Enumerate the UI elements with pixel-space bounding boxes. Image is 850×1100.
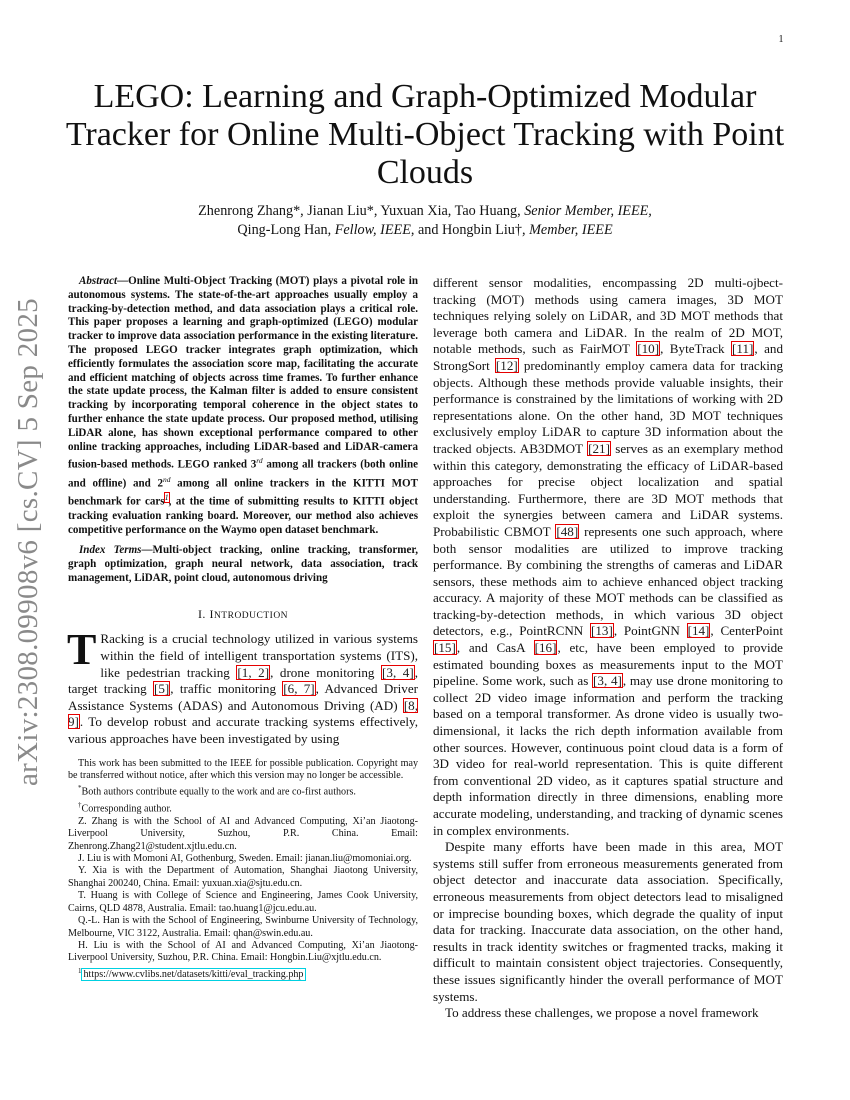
index-terms-label: Index Terms [79,544,142,557]
index-terms-text: —Multi-object tracking, online tracking, transformer, graph optimization, graph neural network, data association, track management, LiDAR, point cloud, autonomous driving [68,544,418,584]
body-text: serves as an exemplary method within this category, demonstrating the efficacy of LiDAR-based approaches for precise object localization and spatial understanding. Furthermore, there are 3D MOT methods that exploit the synergies between camera and LiDAR systems. Probabilistic CBMOT [433,440,784,539]
author-list [100,202,750,240]
authors-role-2a: Fellow, IEEE [334,222,411,238]
body-text: , CenterPoint [710,623,783,639]
footnote-affiliation-huang: T. Huang is with College of Science and Engineering, James Cook University, Cairns, QLD 4878, Australia. Email: tao.huang1@jcu.edu.au. [68,890,418,914]
footnote-affiliation-xia: Y. Xia is with the Department of Automation, Shanghai Jiaotong University, Shanghai 200240, China. Email: yuxuan.xia@sjtu.edu.cn. [68,865,418,889]
footnote-corresponding-text: Corresponding author. [81,803,172,815]
authors-role-2b: Member, IEEE [529,222,613,238]
abstract-text-1: —Online Multi-Object Tracking (MOT) plays a pivotal role in autonomous systems. The state-of-the-art approaches usually employ a tracking-by-detection method, and data association plays a critical role. This paper proposes a learning and graph-optimized (LEGO) modular tracker to improve data association performance in the existing literature. The proposed LEGO tracker integrates graph optimization, which efficiently formulates the association score map, facilitating the accurate and efficient matching of objects across time frames. To further enhance the state update process, the Kalman filter is added to ensure consistent tracking by incorporating temporal coherence in the object states to further enhance the state update process. Our proposed method, utilising LiDAR alone, has shown exceptional performance compared to other online tracking approaches, including LiDAR-based and LiDAR-camera fusion-based methods. LEGO ranked 3 [68,275,418,472]
citation-link[interactable]: [3, 4] [382,664,414,680]
authors-names-2b: , and Hongbin Liu†, [410,222,526,238]
footnote-equal-contribution [68,782,418,799]
intro-text: Racking is a crucial technology utilized in various systems within the field of intelligent transportation systems (ITS), like pedestrian tracking [100,631,418,680]
footnote-affiliation-zhang: Z. Zhang is with the School of AI and Advanced Computing, Xi’an Jiaotong-Liverpool University, Suzhou, P.R. China. Email: Zhenrong.Zhang21@student.xjtlu.edu.cn. [68,815,418,852]
body-text: , may use drone monitoring to collect 2D video image information and perform the tracking based on a temporal transformer. As drone video is usually two-dimensional, it lacks the rich depth information available from other sources. However, continuous point cloud data is a form of 3D video for real-world representation. This is quite different from conventional 2D video, as it captures spatial structure and depth information directly in three dimensions, enabling more accurate modeling, understanding, and tracking of dynamic scenes in complex environments. [433,673,783,838]
section-title-first: I [209,606,214,621]
citation-link[interactable]: [16] [534,640,557,656]
left-column [68,275,418,981]
index-terms [68,544,418,585]
footnote-link-1[interactable]: 1 [164,493,169,503]
abstract-text-4: , at the time of submitting results to KITTI object tracking evaluation ranking board. Moreover, our method also achieves competitive performance on the Waymo open dataset benchmark. [68,495,419,536]
intro-text: , traffic monitoring [170,681,283,697]
intro-paragraph [67,625,418,747]
intro-text: . To develop robust and accurate tracking systems effectively, various approaches have been investigated by using [68,714,418,746]
citation-link[interactable]: [8, 9] [68,697,418,730]
intro-text: , target tracking [68,664,418,697]
footnote-submission: This work has been submitted to the IEEE for possible publication. Copyright may be transferred without notice, after which this version may no longer be accessible. [68,757,418,781]
body-text: different sensor modalities, encompassing 2D multi-ojbect-tracking (MOT) methods using camera images, 3D MOT techniques relying solely on LiDAR, and 3D MOT methods that leverage both camera and LiDAR. In the realm of 2D MOT, notable methods, such as FairMOT [433,275,783,357]
body-text: , etc, have been employed to provide estimated bounding boxes as measurements input to the MOT pipeline. Some work, such as [433,640,783,689]
authors-names-1: Zhenrong Zhang*, Jianan Liu*, Yuxuan Xia, Tao Huang, [198,203,521,219]
citation-link[interactable]: [1, 2] [237,664,270,680]
citation-link[interactable]: [3, 4] [593,673,622,689]
section-title-rest: NTRODUCTION [213,610,289,621]
body-text: , and StrongSort [433,341,783,373]
abstract-sup-nd: nd [162,474,171,484]
intro-text: , drone monitoring [270,664,382,680]
drop-cap: T [67,625,97,675]
body-text: , and CasA [456,640,534,656]
abstract-sup-rd: rd [256,456,263,466]
page-number: 1 [778,34,784,45]
body-text: , PointGNN [613,623,687,639]
abstract-text-3: among all online trackers in the KITTI MOT benchmark for cars [68,477,418,508]
body-paragraph-2: Despite many efforts have been made in this area, MOT systems still suffer from erroneous measurements generated from object detector and inaccurate data association. Specifically, erroneous measurements from object detectors lead to misaligned or imprecise bounding boxes, which degrade the quality of input data for tracking. Inaccurate data association, on the other hand, results in track identity switches or fragmented tracks, making it difficult to maintain consistent object trajectories. Consequently, these issues significantly hinder the overall performance of MOT systems. [433,839,783,1004]
body-text: predominantly employ camera data for tracking objects. Although these methods provide valuable insights, their performance is constrained by the limitations of working with 2D representations alone. On the other hand, 3D MOT techniques exclusively employ LiDAR to capture 3D information about the tracked objects. AB3DMOT [433,357,784,456]
footnote-equal-text: Both authors contribute equally to the work and are co-first authors. [81,786,356,798]
section-heading-introduction [68,606,418,625]
body-paragraph-3: To address these challenges, we propose a novel framework [445,1005,759,1021]
arxiv-stamp: arXiv:2308.09908v6 [cs.CV] 5 Sep 2025 [12,298,44,786]
body-text: represents one such approach, where both sensor modalities are utilized to improve tracking performance. By combining the strengths of cameras and LiDAR sensors, these methods aim to achieve enhanced object tracking accuracy. A majority of these MOT methods can be classified as tracking-by-detection methods, in which various 3D object detectors, e.g., PointRCNN [433,523,783,639]
right-column [433,275,783,1022]
citation-link[interactable]: [48] [556,523,579,539]
intro-text: , Advanced Driver Assistance Systems (ADAS) and Autonomous Driving (AD) [68,681,418,713]
citation-link[interactable]: [5] [154,681,170,697]
body-text: , ByteTrack [660,341,732,357]
citation-link[interactable]: [15] [434,640,456,656]
footnote-affiliation-han: Q.-L. Han is with the School of Engineering, Swinburne University of Technology, Melbourne, VIC 3122, Australia. Email: qhan@swin.edu.au. [68,915,418,939]
asterisk-mark: * [78,784,82,793]
abstract [68,275,418,537]
citation-link[interactable]: [11] [732,341,754,357]
citation-link[interactable]: [12] [495,357,518,373]
paper-title: LEGO: Learning and Graph-Optimized Modular Tracker for Online Multi-Object Tracking with Point Clouds [65,78,785,191]
abstract-label: Abstract [79,275,118,287]
authors-names-2a: Qing-Long Han, [237,222,332,238]
citation-link[interactable]: [14] [687,623,710,639]
citation-link[interactable]: [6, 7] [283,681,315,697]
footnote-affiliation-hongbin: H. Liu is with the School of AI and Advanced Computing, Xi’an Jiaotong-Liverpool University, Suzhou, P.R. China. Email: Hongbin.Liu@xjtlu.edu.cn. [68,939,418,964]
author-line-1 [100,202,750,221]
footnote-affiliation-liu: J. Liu is with Momoni AI, Gothenburg, Sweden. Email: jianan.liu@momoniai.org. [78,853,412,865]
kitti-url-link[interactable]: https://www.cvlibs.net/datasets/kitti/eval_tracking.php [83,969,304,981]
body-paragraph-1 [433,275,783,839]
footnote-corresponding [68,799,418,816]
dagger-mark: † [78,801,82,810]
citation-link[interactable]: [10] [637,341,660,357]
abstract-text-2: among all trackers (both online and offline) and 2 [68,459,418,490]
section-numeral: I. [197,606,206,621]
footnotes [68,758,418,982]
citation-link[interactable]: [13] [590,623,613,639]
footnote-url-mark: 1 [78,966,82,975]
authors-role-1: Senior Member, IEEE, [524,203,652,219]
citation-link[interactable]: [21] [588,440,610,456]
author-line-2 [100,221,750,240]
footnote-url [68,965,418,982]
